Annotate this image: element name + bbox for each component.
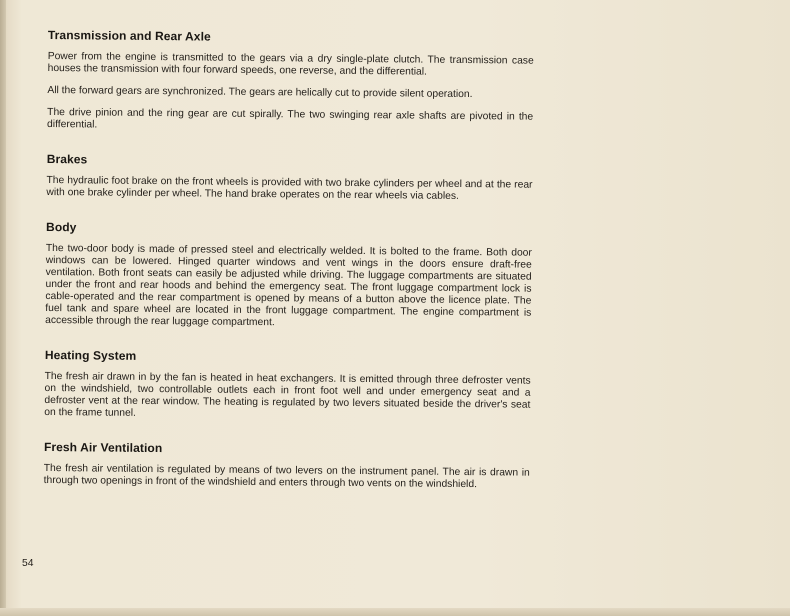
page-bottom-edge bbox=[0, 608, 790, 616]
section-paragraph: All the forward gears are synchronized. The gears are helically cut to provide silent operation. bbox=[47, 84, 473, 101]
section-paragraph: The two-door body is made of pressed steel and electrically welded. It is bolted to the frame. Both door windows can be lowered. Hinged quarter windows and vent wings in the doors ensure draft-free ventilation. Both front seats can easily be adjusted while driving. The luggage compartments are situated under the front and rear hoods and behind the emergency seat. The front luggage compartment lock is cable-operated and the rear compartment is opened by means of a button above the licence plate. The fuel tank and spare wheel are located in the front luggage compartment. The engine compartment is accessible through the rear luggage compartment. bbox=[45, 242, 532, 329]
section-paragraph: The fresh air drawn in by the fan is heated in heat exchangers. It is emitted through three defroster vents on the windshield, two controllable outlets each in front foot well and under emergency seat and a defroster vent at the rear window. The heating is regulated by two levers situated beside the driver's seat on the frame tunnel. bbox=[44, 370, 531, 419]
section-paragraph: The drive pinion and the ring gear are cut spirally. The two swinging rear axle shafts are pivoted in the differential. bbox=[47, 106, 534, 131]
section-heading: Brakes bbox=[46, 151, 88, 167]
section-paragraph: Power from the engine is transmitted to the gears via a dry single-plate clutch. The transmission case houses the transmission with four forward speeds, one reverse, and the differential. bbox=[47, 50, 534, 78]
section-heading: Body bbox=[46, 219, 77, 235]
section-brakes bbox=[46, 152, 532, 204]
section-heading: Heating System bbox=[44, 347, 137, 363]
page-content bbox=[43, 28, 534, 513]
section-transmission-rear-axle bbox=[47, 28, 534, 136]
section-heading: Transmission and Rear Axle bbox=[47, 28, 211, 44]
section-body bbox=[45, 220, 532, 332]
section-fresh-air-ventilation bbox=[44, 440, 530, 492]
page-number: 54 bbox=[22, 558, 34, 569]
section-paragraph: The hydraulic foot brake on the front wheels is provided with two brake cylinders per wheel and at the rear with one brake cylinder per wheel. The hand brake operates on the rear wheels via cables. bbox=[46, 174, 533, 202]
section-heading: Fresh Air Ventilation bbox=[43, 439, 163, 456]
section-paragraph: The fresh air ventilation is regulated by means of two levers on the instrument panel. The air is drawn in through two openings in front of the windshield and enters through two vents on the windshield. bbox=[43, 462, 530, 491]
page-binding-edge bbox=[0, 0, 6, 616]
section-heating-system bbox=[44, 348, 531, 424]
